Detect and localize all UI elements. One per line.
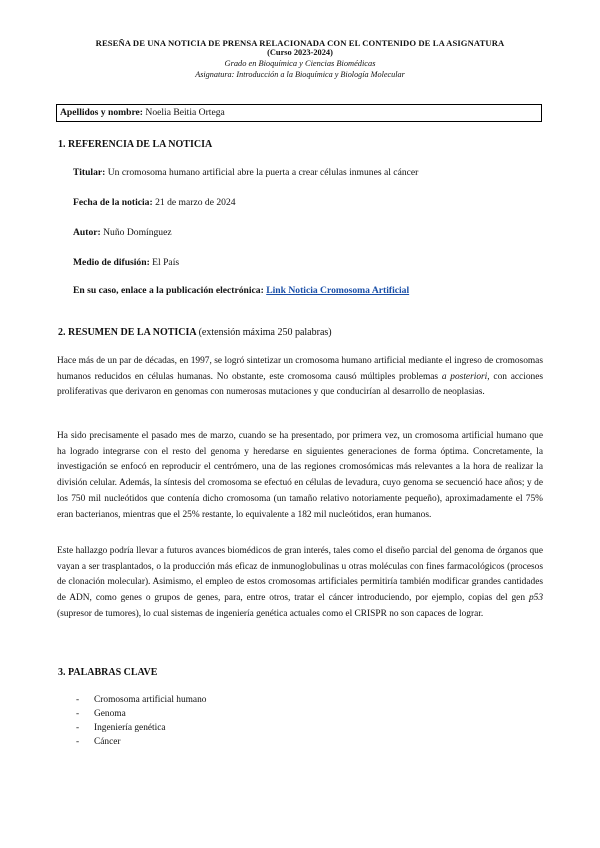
keyword-text: Cromosoma artificial humano [94, 695, 207, 705]
degree-name: Grado en Bioquímica y Ciencias Biomédicas [224, 59, 376, 68]
section3-title: 3. PALABRAS CLAVE [58, 667, 158, 678]
keyword-text: Ingeniería genética [94, 723, 166, 733]
keyword-text: Cáncer [94, 737, 121, 747]
summary-p1-text-end: , con acciones proliferativas que derivaron en genomas con numerosas mutaciones y que conducirían al desarrollo de neoplasias. [57, 371, 544, 398]
medium-value: El País [152, 257, 180, 268]
keyword-item: - Ingeniería genética [76, 723, 166, 733]
headline-value: Un cromosoma humano artificial abre la puerta a crear células inmunes al cáncer [107, 167, 419, 178]
summary-p3-text-end: (supresor de tumores), lo cual sistemas de ingeniería genética actuales como el CRISPR no son capaces de lograr. [57, 608, 484, 619]
summary-p3-emphasis: p53 [528, 593, 543, 604]
link-field [73, 285, 409, 296]
medium-field [73, 257, 179, 268]
summary-paragraph-1 [57, 354, 543, 401]
subject-name: Asignatura: Introducción a la Bioquímica y Biología Molecular [195, 70, 405, 79]
medium-label: Medio de difusión: [73, 257, 150, 268]
author-box [56, 104, 542, 122]
author-label: Apellidos y nombre: [60, 107, 143, 118]
summary-paragraph-3 [57, 544, 543, 623]
document-title: RESEÑA DE UNA NOTICIA DE PRENSA RELACIONADA CON EL CONTENIDO DE LA ASIGNATURA [95, 38, 505, 48]
headline-field [73, 167, 418, 178]
keyword-item: - Cromosoma artificial humano [76, 695, 207, 705]
news-link[interactable]: Link Noticia Cromosoma Artificial [266, 285, 410, 296]
keyword-text: Genoma [94, 709, 126, 719]
section2-heading: 2. RESUMEN DE LA NOTICIA [58, 327, 197, 338]
date-label: Fecha de la noticia: [73, 197, 153, 208]
section2-note: (extensión máxima 250 palabras) [198, 327, 332, 338]
date-field [73, 197, 236, 208]
summary-p3-text: Este hallazgo podría llevar a futuros avances biomédicos de gran interés, tales como el diseño parcial del genoma de órganos que vayan a ser trasplantados, o la producción más eficaz de inmunoglobulinas u otras moléculas con fines farmacológicos (procesos de clonación molecular). Asimismo, el empleo de estos cromosomas artificiales permitiría también modificar grandes cantidades de ADN, como genes o grupos de genes, para, entre otros, tratar el cáncer introduciendo, por ejemplo, copias del gen [57, 546, 543, 604]
author-value: Noelia Beitia Ortega [145, 107, 225, 118]
date-value: 21 de marzo de 2024 [155, 197, 236, 208]
summary-paragraph-2: Ha sido precisamente el pasado mes de marzo, cuando se ha presentado, por primera vez, un cromosoma artificial humano que ha logrado integrarse con el resto del genoma y heredarse en siguientes generaciones de forma óptima. Concretamente, la investigación se enfocó en reproducir el centrómero, una de las regiones cromosómicas más relevantes a la hora de realizar la división celular. Además, la síntesis del cromosoma se efectuó en células de levadura, cuyo genoma se secuenció hace años; y de los 750 mil nucleótidos que contenía dicho cromosoma (un tamaño relativo notoriamente pequeño), aproximadamente el 75% eran bacterianos, mientras que el 25% restante, lo equivalente a 182 mil nucleótidos, eran humanos. [57, 431, 543, 520]
section1-title: 1. REFERENCIA DE LA NOTICIA [58, 139, 213, 150]
summary-p1-emphasis: a posteriori [441, 371, 488, 382]
keyword-item: - Genoma [76, 709, 126, 719]
headline-label: Titular: [73, 167, 106, 178]
course-year: (Curso 2023-2024) [267, 48, 333, 57]
news-author-label: Autor: [73, 227, 101, 238]
section2-title [58, 327, 332, 338]
news-author-field [73, 227, 172, 238]
link-label: En su caso, enlace a la publicación electrónica: [73, 285, 264, 296]
news-author-value: Nuño Domínguez [103, 227, 172, 238]
summary-p1-text: Hace más de un par de décadas, en 1997, se logró sintetizar un cromosoma humano artificial mediante el ingreso de cromosomas humanos reducidos en células humanas. No obstante, este cromosoma causó múltiples problemas [57, 356, 543, 382]
keyword-item: - Cáncer [76, 737, 121, 747]
